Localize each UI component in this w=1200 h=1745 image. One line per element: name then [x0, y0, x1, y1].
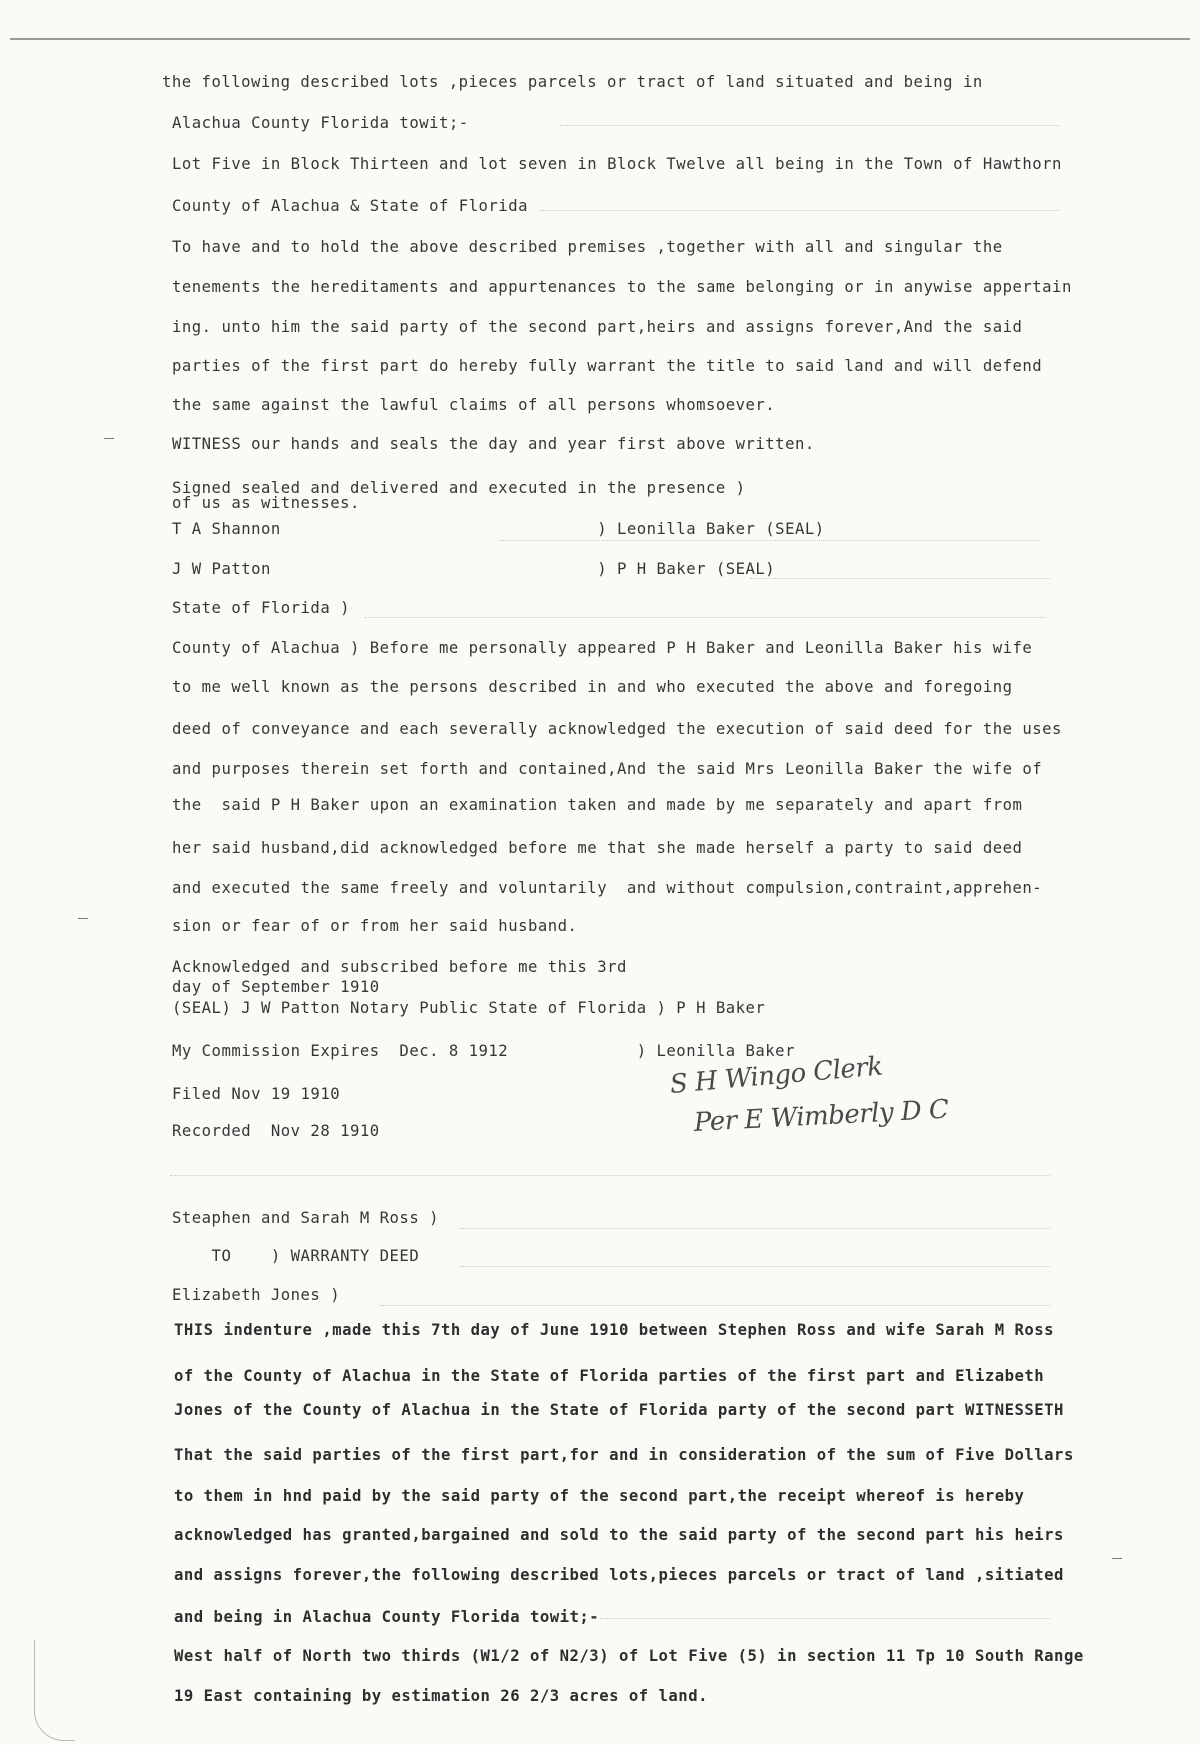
notary-line: Acknowledged and subscribed before me this 3rd	[172, 958, 627, 976]
clerk-signature	[668, 1051, 1080, 1158]
witness-clause-line: Signed sealed and delivered and executed in the presence )	[172, 479, 746, 497]
deed-two-body-line: West half of North two thirds (W1/2 of N2/3) of Lot Five (5) in section 11 Tp 10 South Range	[174, 1647, 1084, 1665]
deed-one-body-line: parties of the first part do hereby fully warrant the title to said land and will defend	[172, 357, 1043, 375]
bleed-through-line	[460, 1228, 1050, 1230]
deed-two-body-line: Jones of the County of Alachua in the State of Florida party of the second part WITNESSETH	[174, 1401, 1064, 1419]
deed-one-body-line: County of Alachua & State of Florida	[172, 197, 528, 215]
clerk-signature-line: S H Wingo Clerk	[668, 1051, 884, 1100]
witness-signature-line: T A Shannon ) Leonilla Baker (SEAL)	[172, 520, 825, 538]
deed-two-body-line: and being in Alachua County Florida towit;-	[174, 1608, 600, 1626]
margin-tick	[104, 438, 114, 439]
acknowledgment-line: deed of conveyance and each severally acknowledged the execution of said deed for the uses	[172, 720, 1062, 738]
notary-line: day of September 1910	[172, 978, 380, 996]
acknowledgment-line: sion or fear of or from her said husband.	[172, 917, 578, 935]
acknowledgment-line: her said husband,did acknowledged before me that she made herself a party to said deed	[172, 839, 1023, 857]
witness-signature-line: J W Patton ) P H Baker (SEAL)	[172, 560, 776, 578]
page-top-rule	[10, 38, 1190, 40]
bleed-through-line	[540, 210, 1060, 212]
bleed-through-line	[560, 125, 1060, 127]
deed-one-body-line: To have and to hold the above described premises ,together with all and singular the	[172, 238, 1003, 256]
deed-two-body-line: acknowledged has granted,bargained and sold to the said party of the second part his heirs	[174, 1526, 1064, 1544]
notary-line: (SEAL) J W Patton Notary Public State of Florida ) P H Baker	[172, 999, 766, 1017]
bleed-through-line	[500, 540, 1040, 542]
deed-two-caption-line: TO ) WARRANTY DEED	[172, 1247, 420, 1265]
deputy-clerk-signature-line: Per E Wimberly D C	[693, 1094, 950, 1138]
deed-one-body-line: WITNESS our hands and seals the day and year first above written.	[172, 435, 815, 453]
deed-two-caption-line: Elizabeth Jones )	[172, 1286, 341, 1304]
page-edge-curl	[34, 1640, 75, 1741]
acknowledgment-line: State of Florida )	[172, 599, 350, 617]
deed-one-body-line: ing. unto him the said party of the second part,heirs and assigns forever,And the said	[172, 318, 1023, 336]
deed-one-body-line: Alachua County Florida towit;-	[172, 114, 469, 132]
margin-tick	[1112, 1558, 1122, 1559]
deed-two-body-line: to them in hnd paid by the said party of the second part,the receipt whereof is hereby	[174, 1487, 1025, 1505]
filing-line: Recorded Nov 28 1910	[172, 1122, 380, 1140]
bleed-through-line	[365, 617, 1045, 619]
filing-line: Filed Nov 19 1910	[172, 1085, 341, 1103]
acknowledgment-line: and purposes therein set forth and contained,And the said Mrs Leonilla Baker the wife of	[172, 760, 1043, 778]
bleed-through-line	[170, 1175, 1050, 1177]
deed-two-body-line: That the said parties of the first part,for and in consideration of the sum of Five Dollars	[174, 1446, 1074, 1464]
deed-two-body-line: THIS indenture ,made this 7th day of June 1910 between Stephen Ross and wife Sarah M Ross	[174, 1321, 1055, 1339]
bleed-through-line	[380, 1305, 1050, 1307]
deed-two-body-line: of the County of Alachua in the State of Florida parties of the first part and Elizabeth	[174, 1367, 1045, 1385]
witness-clause-line: of us as witnesses.	[172, 494, 360, 512]
bleed-through-line	[460, 1266, 1050, 1268]
bleed-through-line	[600, 1618, 1050, 1620]
acknowledgment-line: and executed the same freely and voluntarily and without compulsion,contraint,apprehen-	[172, 879, 1043, 897]
acknowledgment-line: County of Alachua ) Before me personally appeared P H Baker and Leonilla Baker his wife	[172, 639, 1033, 657]
deed-one-body-line: Lot Five in Block Thirteen and lot seven in Block Twelve all being in the Town of Hawthorn	[172, 155, 1062, 173]
deed-one-body-line: the following described lots ,pieces parcels or tract of land situated and being in	[162, 73, 983, 91]
margin-tick	[78, 918, 88, 919]
filing-line: My Commission Expires Dec. 8 1912 ) Leonilla Baker	[172, 1042, 795, 1060]
deed-one-body-line: tenements the hereditaments and appurtenances to the same belonging or in anywise appertain	[172, 278, 1072, 296]
deed-two-body-line: and assigns forever,the following described lots,pieces parcels or tract of land ,sitiated	[174, 1566, 1064, 1584]
bleed-through-line	[750, 578, 1050, 580]
deed-two-caption-line: Steaphen and Sarah M Ross )	[172, 1209, 439, 1227]
deed-two-body-line: 19 East containing by estimation 26 2/3 acres of land.	[174, 1687, 708, 1705]
acknowledgment-line: the said P H Baker upon an examination taken and made by me separately and apart from	[172, 796, 1023, 814]
deed-one-body-line: the same against the lawful claims of all persons whomsoever.	[172, 396, 776, 414]
acknowledgment-line: to me well known as the persons described in and who executed the above and foregoing	[172, 678, 1013, 696]
